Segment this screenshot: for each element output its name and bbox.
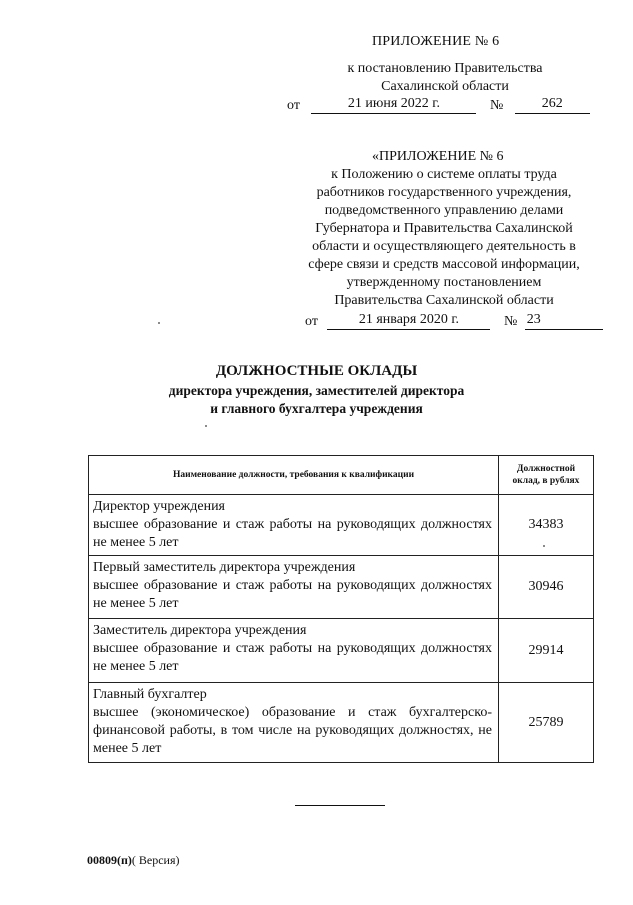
position-cell — [89, 683, 499, 763]
resolution-line-1: к постановлению Правительства — [347, 61, 543, 76]
salary-cell: 30946 — [499, 556, 594, 619]
resolution-number: 262 — [515, 96, 590, 114]
position-cell — [89, 619, 499, 683]
appendix-title: ПРИЛОЖЕНИЕ № 6 — [372, 34, 500, 49]
regulation-line: работников государственного учреждения, — [316, 185, 572, 200]
regulation-appendix-title: «ПРИЛОЖЕНИЕ № 6 — [372, 149, 504, 164]
table-row — [89, 683, 594, 763]
resolution-reference — [320, 60, 570, 96]
number-label: № — [489, 98, 504, 113]
table-row — [89, 619, 594, 683]
regulation-line: подведомственного управлению делами — [324, 203, 564, 218]
position-name: Главный бухгалтер — [93, 687, 207, 702]
position-requirements: высшее образование и стаж работы на руководящих должностях не менее 5 лет — [93, 578, 492, 611]
closing-rule — [295, 805, 385, 806]
salary-cell: 34383 — [499, 495, 594, 556]
position-name: Первый заместитель директора учреждения — [93, 560, 356, 575]
document-code: 00809(п) — [87, 853, 132, 867]
subtitle-line-2: и главного бухгалтера учреждения — [210, 401, 423, 416]
scan-speck — [543, 545, 545, 547]
regulation-line: области и осуществляющего деятельность в — [312, 239, 576, 254]
document-subtitle — [0, 382, 633, 418]
subtitle-line-1: директора учреждения, заместителей директора — [168, 383, 465, 398]
footer-code — [87, 853, 180, 868]
column-header-position: Наименование должности, требования к квалификации — [89, 456, 499, 495]
position-requirements: высшее образование и стаж работы на руководящих должностях не менее 5 лет — [93, 517, 492, 550]
resolution-date-line — [287, 96, 590, 114]
column-header-salary-line-1: Должностной — [516, 464, 576, 474]
from-label: от — [305, 314, 318, 329]
position-requirements: высшее (экономическое) образование и стаж бухгалтерско-финансовой работы, в том числе на руководящих должностях, не менее 5 лет — [93, 705, 492, 756]
number-label: № — [503, 314, 518, 329]
column-header-salary — [499, 456, 594, 495]
regulation-date-line — [305, 312, 603, 330]
salary-table — [88, 455, 594, 763]
scan-speck — [205, 425, 207, 427]
table-row — [89, 556, 594, 619]
regulation-line: Губернатора и Правительства Сахалинской — [315, 221, 573, 236]
position-name: Директор учреждения — [93, 499, 225, 514]
regulation-line: утвержденному постановлением — [346, 275, 542, 290]
regulation-reference — [292, 166, 596, 310]
salary-cell: 25789 — [499, 683, 594, 763]
resolution-date: 21 июня 2022 г. — [311, 96, 476, 114]
resolution-line-2: Сахалинской области — [381, 79, 509, 94]
regulation-line: к Положению о системе оплаты труда — [331, 167, 557, 182]
regulation-line: Правительства Сахалинской области — [334, 293, 554, 308]
position-requirements: высшее образование и стаж работы на руководящих должностях не менее 5 лет — [93, 641, 492, 674]
salary-cell: 29914 — [499, 619, 594, 683]
position-cell — [89, 556, 499, 619]
position-name: Заместитель директора учреждения — [93, 623, 307, 638]
table-row — [89, 495, 594, 556]
scan-speck — [158, 322, 160, 324]
column-header-salary-line-2: оклад, в рублях — [512, 476, 580, 486]
regulation-line: сфере связи и средств массовой информации, — [308, 257, 580, 272]
document-version: ( Версия) — [131, 853, 180, 867]
position-cell — [89, 495, 499, 556]
document-title: ДОЛЖНОСТНЫЕ ОКЛАДЫ — [215, 363, 418, 379]
from-label: от — [287, 98, 300, 113]
regulation-number: 23 — [525, 312, 603, 330]
regulation-date: 21 января 2020 г. — [327, 312, 490, 330]
table-header-row — [89, 456, 594, 495]
